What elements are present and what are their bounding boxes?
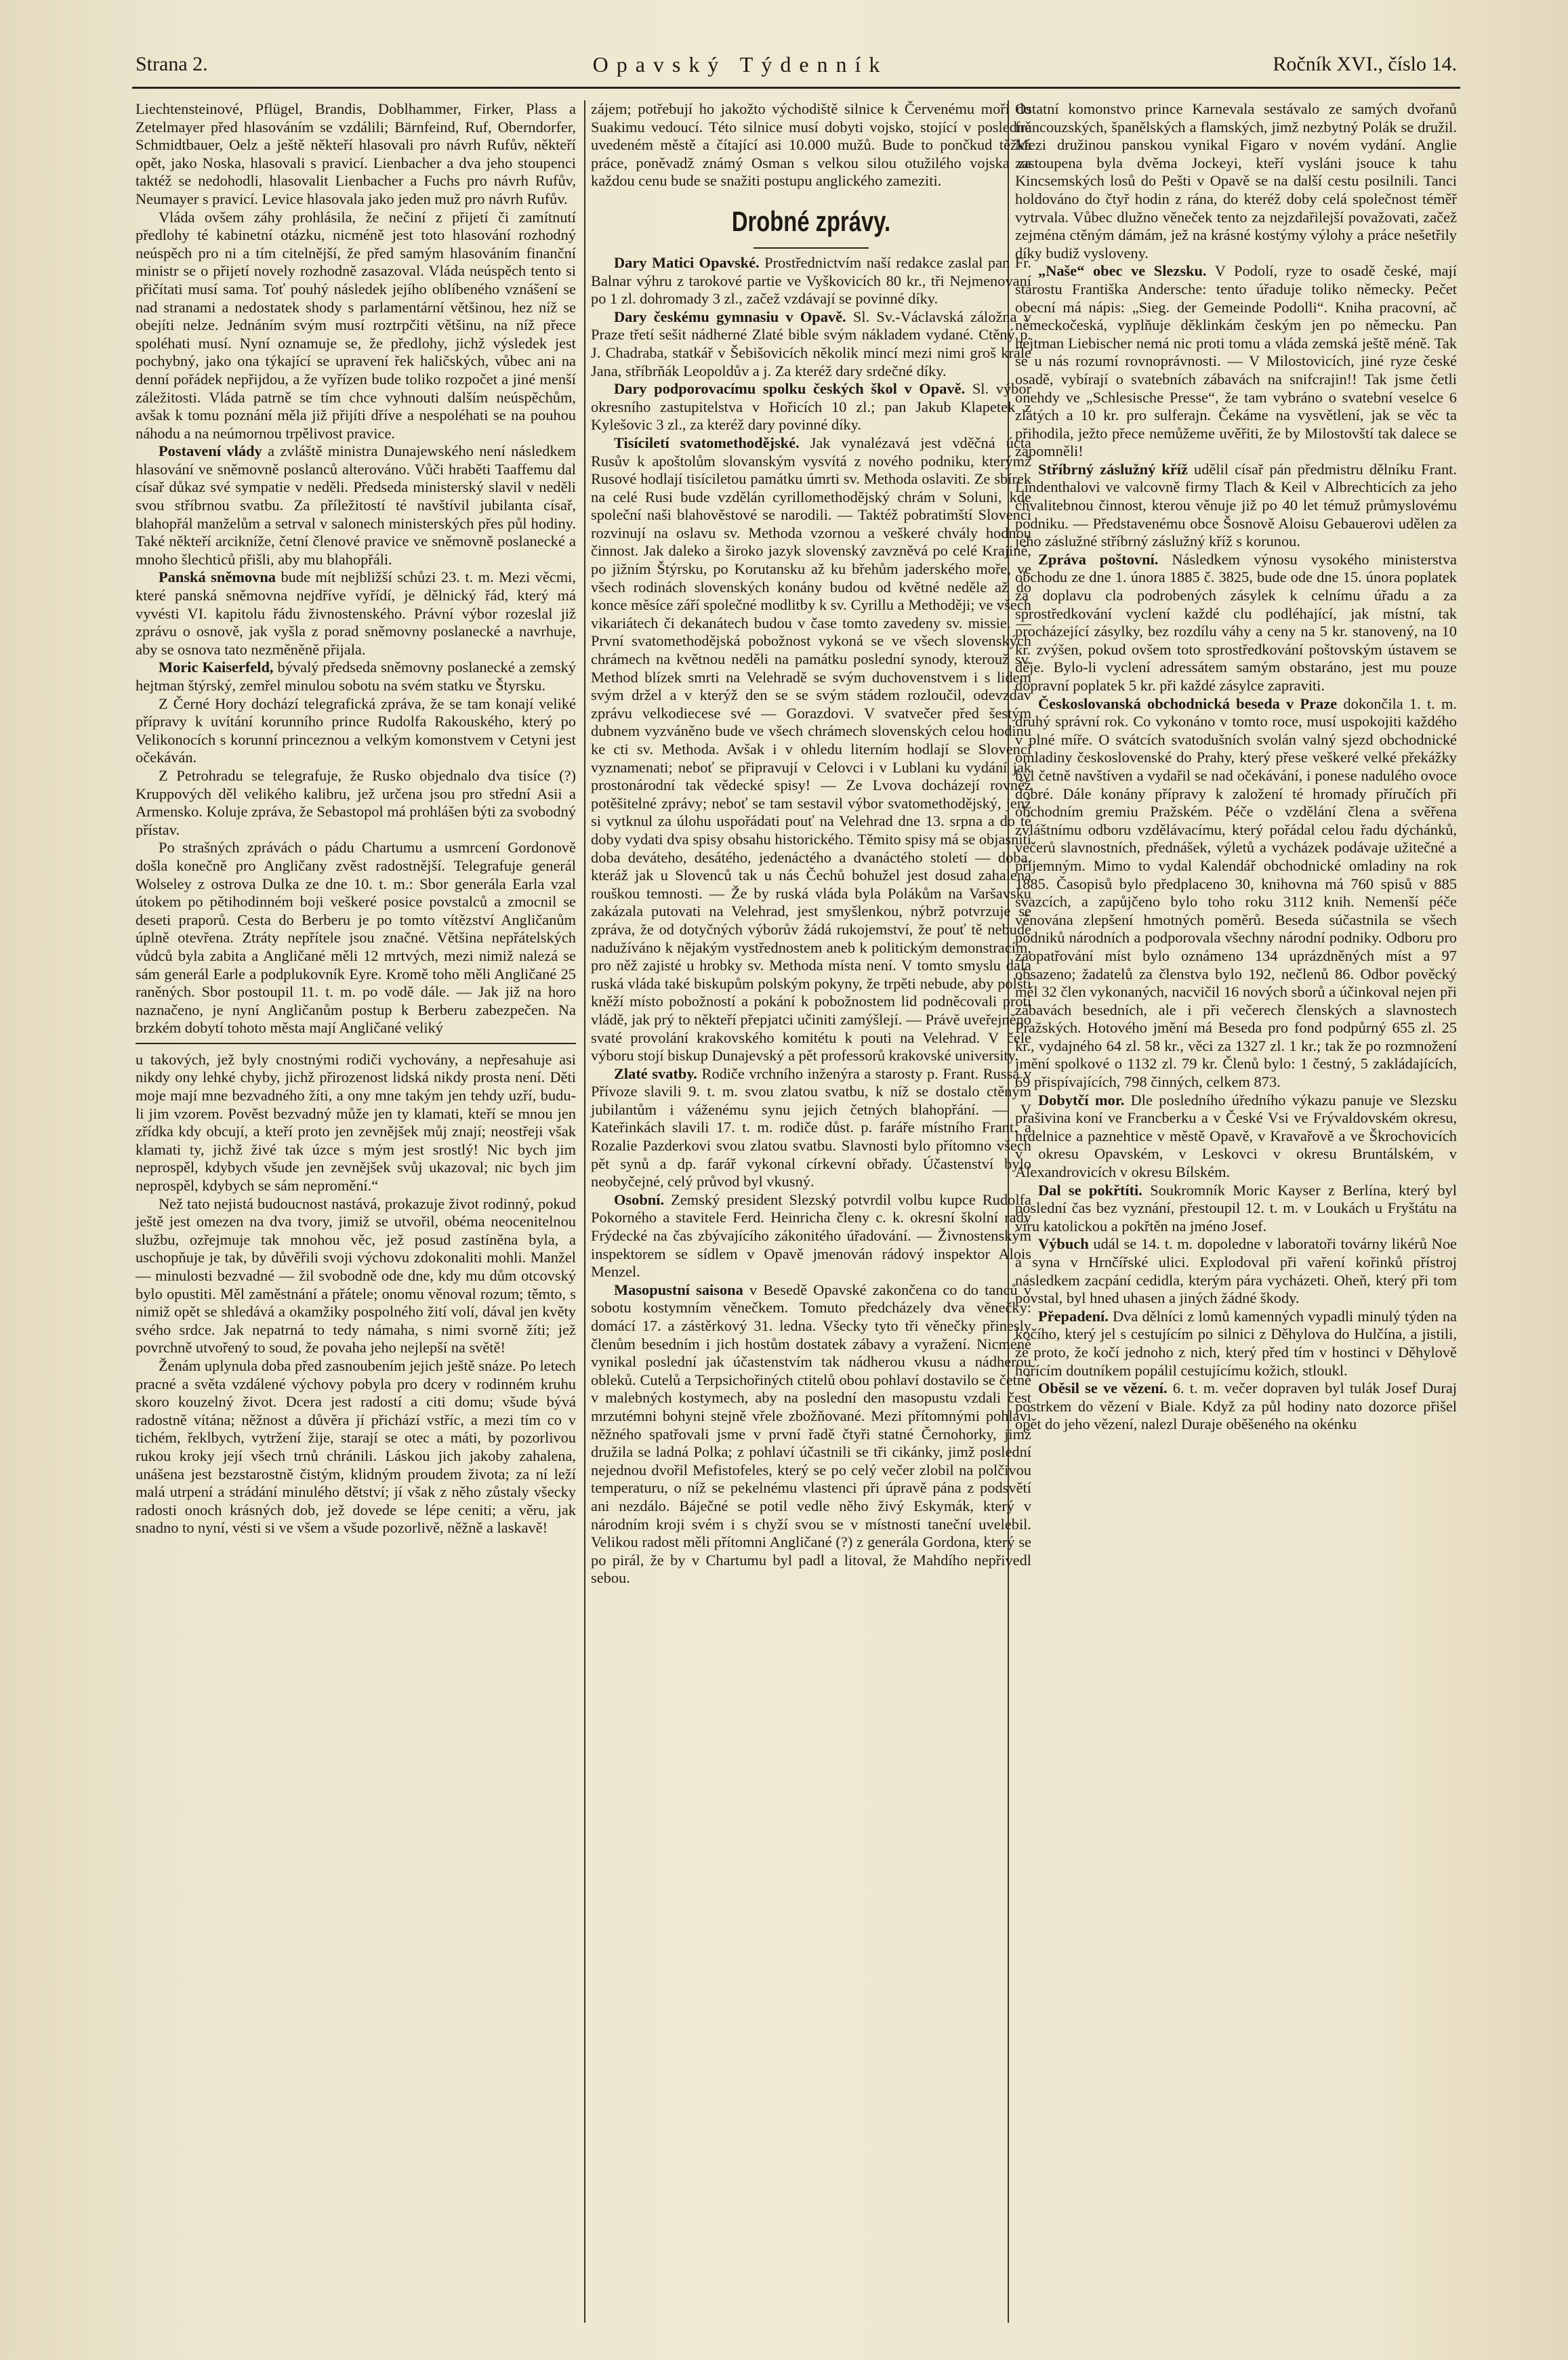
news-item-head: Dary českému gymnasiu v Opavě. [614,308,846,325]
news-item-head: Dal se pokřtíti. [1038,1181,1142,1199]
news-item: Výbuch udál se 14. t. m. dopoledne v laboratoři továrny likérů Noe a syna v Hrnčířské ulici. Explodoval při vaření kořinků přístroj následkem zacpání cedidla, kterým pára vycházeti. Oheň, který při tom povstal, byl hned uhasen a jiných žádné škody. [1015,1235,1457,1307]
paragraph-lead: Moric Kaiserfeld, [159,659,274,676]
news-item-head: Tisíciletí svatomethodějské. [614,434,800,451]
article-paragraph: Vláda ovšem záhy prohlásila, že nečiní z přijetí či zamítnutí předlohy té kabinetní otázku, nicméně jest toto hlasování rozhodný neúspěch pro ni a tím citelnější, že před samým hlasováním finanční ministr se o přijetí novely rozhodně zasazoval. Vláda neúspěch tento si přičítati musí sama. Toť pouhý následek jejího oblíbeného vznášení se nad stranami a nedostatek shody s parlamentární většinou, hez níž se obejíti nelze. Jednáním svým musí roztrpčiti většinu, na níž přece spoléhati musí. Nyní oznamuje se, že předlohy, jichž výsledek jest pochybný, jako ona týkající se upravení řek haličských, vůbec ani na denní pořádek nepřijdou, a že vyřízen bude toliko rozpočet a jiné menší záležitosti. Vláda patrně se tím chce vyhnouti dalším neúspěchům, avšak k tomu poznání měla již přijíti dříve a nespoléhati se na pouhou náhodu a na neúmornou trpělivost pravice. [136,208,576,442]
news-item: Dal se pokřtíti. Soukromník Moric Kayser z Berlína, který byl poslední čas bez vyznání, přestoupil 12. t. m. v Loukách u Fryštátu na víru katolickou a pokřtěn na jméno Josef. [1015,1181,1457,1235]
news-item-head: Dary Matici Opavské. [614,253,760,271]
news-item-head: Českoslovanská obchodnická beseda v Praze [1038,695,1338,712]
article-paragraph: Z Černé Hory dochází telegrafická zpráva, že se tam konají veliké přípravy k uvítání korunního prince Rudolfa Rakouského, který po Velikonocích s korunní princeznou a velkým komonstvem v Cetyni jest očekáván. [136,695,576,766]
feuilleton-paragraph: u takových, jež byly cnostnými rodiči vychovány, a nepřesahuje asi nikdy ony lehké chyby, jichž přirozenost lidská nikdy prosta není. Děti moje mají mne bezvadného žíti, a ony mne takým jen tehdy uzří, budu-li jim vzorem. Pověst bezvadný může jen ty klamati, kteří se mnou jen zřídka kdy obcují, a kteří proto jen zevnějšek můj znají; neostřeji však klamati ty, jichž živé tak úzce s mým jest srostlý! Nic bych jim neprospěl, kdybych všude jen zevnějšek svůj ukazoval; nic bych jim neprospěl, kdybych se sám nepromění.“ [136,1050,576,1195]
article-paragraph: Liechtensteinové, Pflügel, Brandis, Doblhammer, Firker, Plass a Zetelmayer před hlasováním se vzdálili; Bärnfeind, Ruf, Oberndorfer, Schmidtbauer, Oelz a ještě někteří hlasovali pro návrh Rufův, někteří opět, jako Noska, hlasovali s pravicí. Lienbacher a dva jeho stoupenci taktéž se nedohodli, hlasovalit Lienbacher a Fuchs pro návrh Rufův, Neumayer s pravicí. Levice hlasovala jako jeden muž pro návrh Rufův. [136,100,576,207]
issue-number: Ročník XVI., číslo 14. [1273,53,1457,75]
news-item-head: Osobní. [614,1191,665,1208]
header-rule [132,87,1460,89]
news-item: Zlaté svatby. Rodiče vrchního inženýra a starosty p. Frant. Russa v Přívoze slavili 9. t. m. svou zlatou svatbu, k níž se dostalo ctěným jubilantům i váženému synu jejich četných blahopřání. — V Kateřinkách slavili 17. t. m. rodiče důst. p. faráře místního Frant. a Rozalie Pazderkovi svou zlatou svatbu. Slavnosti bylo přítomno všech pět synů a dp. farář vykonal církevní obřady. Účastenství bylo neobyčejné, celý průvod byl vkusný. [591,1064,1032,1191]
paragraph-lead: Panská sněmovna [159,568,276,586]
feuilleton-separator [136,1043,576,1044]
news-item-head: Oběsil se ve vězení. [1038,1380,1168,1397]
news-item: Oběsil se ve vězení. 6. t. m. večer dopraven byl tulák Josef Duraj postrkem do vězení v Biale. Když za půl hodiny nato dozorce přišel opět do jeho vězení, nalezl Duraje oběšeného na okénku [1015,1380,1457,1433]
page-number: Strana 2. [136,53,208,75]
news-item-head: Výbuch [1038,1235,1089,1253]
news-item: Přepadení. Dva dělníci z lomů kamenných vypadli minulý týden na kočího, který jel s cestujícím po silnici z Děhylova do Hulčína, a jistili, že proto, že kočí jednoho z nich, který před tím v hostinci v Děhylově hořícím doutníkem popálil cestujícímu kožich, stloukl. [1015,1307,1457,1379]
article-paragraph: Postavení vlády a zvláště ministra Dunajewského není následkem hlasování ve sněmovně poslanců alterováno. Vůči hraběti Taaffemu dal císař důkaz své sympatie v neděli. Předseda ministerský slavil v neděli svou stříbrnou svatbu. Za příležitostí té navštívil jubilanta císař, blahopřál manželům a setrval v salonech ministerských přes půl hodiny. Také někteří arcikníže, četní členové pravice ve sněmovně poslanecké a mnoho šlechticů přišli, aby mu blahopřáli. [136,442,576,568]
article-paragraph: Moric Kaiserfeld, bývalý předseda sněmovny poslanecké a zemský hejtman štýrský, zemřel minulou sobotu na svém statku ve Štyrsku. [136,659,576,694]
article-paragraph: Panská sněmovna bude mít nejbližší schůzi 23. t. m. Mezi věcmi, které panská sněmovna nejdříve vyřídí, je dělnický řád, který má vyvésti VI. kapitolu řádu živnostenského. Právní výbor rozeslal již zprávu o osnově, jak vyšla z porad sněmovny poslanecké a navrhuje, aby se osnova tato nezměněně přijala. [136,568,576,658]
news-item: Dobytčí mor. Dle posledního úředního výkazu panuje ve Slezsku prašivina koní ve Francberku a v České Vsi ve Frývaldovském okresu, hrdelnice a paznehtice v městě Opavě, v Kravařově a ve Škrochovicích v okresu Opavském, v Leskovci v okresu Bruntálském, v Alexandrovicích v okresu Bílském. [1015,1091,1457,1181]
news-item-head: Dobytčí mor. [1038,1091,1125,1109]
news-item-head: „Naše“ obec ve Slezsku. [1038,262,1207,280]
news-item: Dary Matici Opavské. Prostřednictvím naší redakce zaslal pan Fr. Balnar výhru z tarokové partie ve Vyškovicích 80 kr., tři Nejmenovaní po 1 zl. dohromady 3 zl., začež vzdávají se povinné díky. [591,253,1031,308]
news-item-head: Stříbrný záslužný kříž [1038,460,1188,478]
news-item: Zpráva poštovní. Následkem výnosu vysokého ministerstva obchodu ze dne 1. února 1885 č. 3825, bude ode dne 15. února poplatek za doplavu cla podrobených zásylek k celnímu úřadu a za sprostředkování vyclení každé clu podléhající, jak místní, tak procházející zásylky, bez rozdílu váhy a ceny na 5 kr. stanovený, na 10 kr. zvýšen, pokud ovšem toto sprostředkování poštovským ústavem se děje. Bylo-li vyclení adressátem samým obstaráno, jest mu pouze dopravní poplatek 5 kr. při každé zásylce zapraviti. [1015,550,1457,694]
news-item-head: Zpráva poštovní. [1038,550,1159,568]
news-item: Tisíciletí svatomethodějské. Jak vynalézavá jest vděčná úcta Rusův k apoštolům slovanským vysvítá z nového podniku, kterýmž Rusové hodlají tisíciletou památku úmrti sv. Methoda oslaviti. Ze sbírek na celé Rusi bude vzdělán cyrillomethodějský chrám v Soluni, kde společní naši blahověstové se narodili. — Taktéž pobratimští Slovenci rozvinují na oslavu sv. Methoda vzornou a veškeré chvály hodnou činnost. Jak daleko a široko jazyk slovenský zavzněvá po celé Krajině, po jižním Štýrsku, po Korutansku až ku břehům jaderského moře, ve všech rodinách slovenských konány budou od květné neděle až do konce měsíce září společné modlitby k sv. Cyrillu a Methoději; ve všech vikariátech či dekanátech budou v čase tomto zavedeny sv. missie. — První svatomethodějská pobožnost vykoná se ve všech slovenských chrámech na květnou neděli na památku poslední synody, kterouž sv. Method blízek smrti na Velehradě se svým duchovenstvem i s lidem svým držel a v kterýž den se se svým stádem rozloučil, odevzdav zprávu velkodiecese své — Gorazdovi. V svatvečer před šestým dubnem vyzváněno bude ve všech chrámech slovenských celou hodinu ke cti sv. Methoda. Avšak i v ohledu literním hodlají se Slovenci vyznamenati; neboť se připravují v Celovci i v Lublani ku vydání jak prostonárodní tak vědecké spisy! — Ze Lvova docházejí rovněž potěšitelné zprávy; neboť se tam sestavil výbor svatomethodějský, jenž si vytknul za úlohu uspořádati pouť na Velehrad dne 13. srpna a do té doby vydati dva spisy obsahu historického. Těmito spisy má se objasniti doba deváteho, desátého, jedenáctého a dvanáctého století — doba, kteráž jak u Slovenců tak u nás Čechů bohužel jest dosud zahalena rouškou temnosti. — Že by ruská vláda byla Polákům na Varšavsku zakázala putovati na Velehrad, jest smyšlenkou, nýbrž potvrzuje se zpráva, že od dotyčných výborův žádá rukojemství, že pouť tě nebude nadužíváno k nějakým vystřednostem aneb k politickým demonstracím, pro něž zajisté u hrobky sv. Methoda místa není. V tomto smyslu dala ruská vláda také biskupům polským pokyny, že trpěti nebude, aby polští kněží místo pobožností a pokání k pobožnostem lid podněcovali proti vládě, jak prý to někteří přepjatci učiniti zamýšlejí. — Právě uveřejněno svaté provolání krakovského komitétu k pouti na Velehrad. V čele výboru stojí biskup Dunajevský a pět professorů krakovské university. [591,434,1031,1064]
news-item-head: Přepadení. [1038,1307,1109,1325]
news-item-head: Masopustní saisona [614,1281,743,1298]
article-paragraph: Po strašných zprávách o pádu Chartumu a usmrcení Gordonově došla konečně pro Angličany zvěst radostnější. Telegrafuje generál Wolseley z ostrova Dulka ze dne 10. t. m.: Sbor generála Earla vzal útokem po pětihodinném boji veškeré posice povstalců a zmocnil se deseti praporů. Cesta do Berberu je po tomto vítězství Angličanům úplně otevřena. Ztráty nepřítele jsou značné. Většina nepřátelských vůdců byla zabita a Angličané měli 12 mrtvých, mezi nimiž nalezá se sám generál Earle a podplukovník Eyre. Kromě toho měli Angličané 25 raněných. Sbor postoupil 11. t. m. po vodě dále. — Jak již na horo naznačeno, je nyní Angličanům postup k Berberu zabezpečen. Na brzkém dobytí tohoto města mají Angličané veliký [136,839,576,1037]
news-item: Ostatní komonstvo prince Karnevala sestávalo ze samých dvořanů francouzských, španělských a flamských, jimž nezbytný Polák se družil. Mezi družinou panskou vynikal Figaro v novém vydání. Anglie zastoupena byla dvěma Jockeyi, kteří vysláni jsouce k tahu Kincsemských losů do Pešti v Opavě se na další cestu posilnili. Tanci holdováno do čtyř hodin z rána, do kteréž doby celá společnost téměř vytrvala. Vůbec dlužno věneček tento za nejzdařilejší považovati, začež zejména ctěným dámám, jež na krásné kostýmy výlohy a práce nešetřily díky budiž vysloveny. [1015,100,1457,262]
article-paragraph: zájem; potřebují ho jakožto východiště silnice k Červenému moři do Suakimu vedoucí. Této silnice musí dobyti vojsko, stojící v posledně uvedeném městě a čítající asi 10.000 mužů. Bude to pončkud těžká práce, poněvadž známý Osman s velkou silou otužilého vojska za každou cenu bude se snažiti postupu anglického zameziti. [591,100,1031,190]
column-1 [136,100,576,1537]
article-paragraph: Z Petrohradu se telegrafuje, že Rusko objednalo dva tisíce (?) Kruppových děl velikého kalibru, jež určena jsou pro střední Asii a Armensko. Koluje zpráva, že Sebastopol má prohlášen býti za svobodný přístav. [136,766,576,838]
news-item-head: Zlaté svatby. [614,1064,697,1082]
news-item: Osobní. Zemský president Slezský potvrdil volbu kupce Rudolfa Pokorného a stavitele Ferd. Heinricha členy c. k. okresní školní rady Frýdecké na čas zbývajícího zákonitého úřadování. — Živnostenským inspektorem se sídlem v Opavě jmenován rádový inspektor Alois Menzel. [591,1191,1031,1281]
feuilleton-paragraph: Než tato nejistá budoucnost nastává, prokazuje život rodinný, pokud ještě jest omezen na dva tvory, jimiž se utvořil, obéma neocenitelnou službu, ozřejmuje tak mnohou věc, jež posud zastíněna byla, a uschopňuje je tak, by důvěřili svoji výchovu zdokonaliti mohli. Manžel — minulosti bezvadné — žil svobodně ode dne, kdy mu dům otcovský bylo opustiti. Měl zaměstnání a přátele; onomu věnoval rozum; těmto, s nimiž opět se shledává a okamžiky pospolného žití volí, dával jen květy svého srdce. Jak nepatrná to tedy námaha, s nimi svorně žíti; jež povrchně utvořený to soud, že povaha jeho nejlepší na světě! [136,1195,576,1357]
news-item: Masopustní saisona v Besedě Opavské zakončena co do tanců v sobotu kostymním věnečkem. Tomuto předcházely dva věnečky: domácí 17. a zástěrkový 31. ledna. Všecky tyto tři věnečky přinesly členům besedním i jich hostům dostatek zábavy a vyražení. Nicméně vynikal poslední jak účastenstvím tak nádherou vkusu a nádherou obleků. Cutelů a Terpsichořiných ctitelů obou pohlaví dostavilo se četně v malebných kostymech, aby na poslední den masopustu vzdali čest mrzutémni bohyni stejně vřele zbožňované. Mezi přítomnými pohlaví něžného spatřovali jsme v první řadě čtyři statné Černohorky, jimž družila se ladná Polka; z pohlaví účastnili se tři cikánky, jimž poslední nejednou dvořil Mefistofeles, který se po celý večer zlobil na polčivou temperaturu, o níž se pekelnému vlastenci při úpravě pána z podsvětí ani nezdálo. Báječné se potil vedle něho živý Eskymák, který v národním kroji svém i s chyží svou se v místnosti taneční uvelebil. Velikou radost měli přítomni Angličané (?) z generála Gordona, který se po pirál, že by v Chartumu byl padl a litoval, že Mahdího nepřivedl sebou. [591,1281,1032,1587]
news-item: Dary podporovacímu spolku českých škol v Opavě. Sl. výbor okresního zastupitelstva v Hořicích 10 zl.; pan Jakub Klapetek z Kylešovic 3 zl., za kteréž dary povinné díky. [591,380,1031,434]
page-header [136,41,1457,88]
masthead-title: Opavský Týdenník [592,51,888,77]
news-item: „Naše“ obec ve Slezsku. V Podolí, ryze to osadě české, mají starostu Františka Andersche: tento úřaduje toliko německy. Pečet obecní má nápis: „Sieg. der Gemeinde Podolli“. Kniha pracovní, ač německočeská, vyplňuje děklinkám českým jen po německu. Pan hejtman Liebischer nemá nic proti tomu a vláda zemská ještě méně. Tak se u nás rozumí rovnoprávnosti. — V Milostovicích, jiné ryze české osadě, vybírají o svatebních zábavách na snifcrajin!! Tak jsme četli onehdy ve „Schlesische Presse“, že tam vybráno o svatební veselce 6 zlatých a 10 kr. pro sulferajn. Čekáme na vysvětlení, jak se věc ta přihodila, ježto přece nemůžeme uvěřiti, že by Milostovští tak dalece se zapomněli! [1015,262,1457,460]
feuilleton-paragraph: Ženám uplynula doba před zasnoubením jejich ještě snáze. Po letech pracné a světa vzdálené výchovy pobyla pro dcery v rodinném kruhu skoro kouzelný život. Dcera jest radostí a citi domu; všude bývá radostně vítána; něžnost a důvěra jí přichází vstříc, a mezi tím co v tichém, řeklbych, vytržení žije, starají se otec a máti, by pozorlivou rukou kroky její všech trnů chránili. Láskou jich jakoby zahalena, unášena jest bezstarostně čistým, klidným proudem života; za ní leží malá utrpení a strádání minulého dětství; jí však z něho zůstaly všecky radosti onoch krásných dob, jež dovede se lépe ceniti; a věru, jak snadno to nyní, vésti si ve všem a všude pozorlivě, něžně a laskavě! [136,1357,576,1537]
column-3 [1015,100,1457,1434]
news-item: Stříbrný záslužný kříž udělil císař pán předmistru dělníku Frant. Lindenthalovi ve valcovně firmy Tlach & Keil v Albrechticích za jeho chvalitebnou činnost, kterou věnuje již po 40 let témuž průmyslovému podniku. — Představenému obce Šosnově Aloisu Gebauerovi udělen za jeho záslužné stříbrný záslužný kříž s korunou. [1015,460,1457,550]
news-item: Dary českému gymnasiu v Opavě. Sl. Sv.-Václavská záložna v Praze třetí sešit nádherné Zlaté bible svým nákladem vydané. Ctěný p. J. Chadraba, statkář v Šebišovicích několik mincí mezi nimi groš krále Jana, stříbrňák Leopoldův a j. Za kteréž dary srdečné díky. [591,308,1031,379]
section-title: Drobné zprávy. [731,205,891,237]
column-divider-1 [584,100,585,2323]
news-item: Českoslovanská obchodnická beseda v Praze dokončila 1. t. m. druhý správní rok. Co vykonáno v tomto roce, musí uspokojiti každého v plné míře. O svátcích svatodušních svolán valný sjezd obchodnické omladiny československé do Prahy, který přese veškeré velké překážky byl četně navštíven a vydařil se nad očekávání, i ponese nadulého ovoce dobré. Dále konány přípravy k založení té hromady příručích při obchodním gremiu Pražském. Péče o vzdělání člena a svěřena zvláštnímu odboru vzdělávacímu, který pořádal celou řadu dýchánků, večerů slavnostních, přednášek, výletů a vycházek podávaje užitečné a příjemným. Mimo to vydal Kalendář obchodnické omladiny na rok 1885. Časopisů bylo předplaceno 30, knihovna má 760 spisů v 885 svazcích, a zapůjčeno bylo toho roku 3112 knih. Nemenší péče věnována zlepšení hmotných poměrů. Beseda súčastnila se všech podniků národních a podporovala všechny národní podniky. Odboru pro zaopatřování míst bylo oznámeno 134 uprázdněných míst a 97 obsazeno; žadatelů za členstva bylo 192, nečlenů 86. Odbor pověcký měl 32 člen vykonaných, nacvičil 16 nových sborů a účinkoval nejen při zábavách besedních, ale i při večerech členských a slavnostech Pražských. Hotového jmění má Beseda pro fond podpůrný 655 zl. 25 kr., vydajného 64 zl. 58 kr., věci za 1327 zl. 1 kr.; tak že po rozmnožení jmění spolkové o 1132 zl. 79 kr. Členů bylo: 1 čestný, 5 zakládajících, 69 přispívajících, 798 činných, celkem 873. [1015,695,1457,1091]
section-rule [754,247,869,249]
news-item-head: Dary podporovacímu spolku českých škol v Opavě. [614,380,966,398]
paragraph-lead: Postavení vlády [159,442,262,460]
column-2 [591,100,1031,1588]
